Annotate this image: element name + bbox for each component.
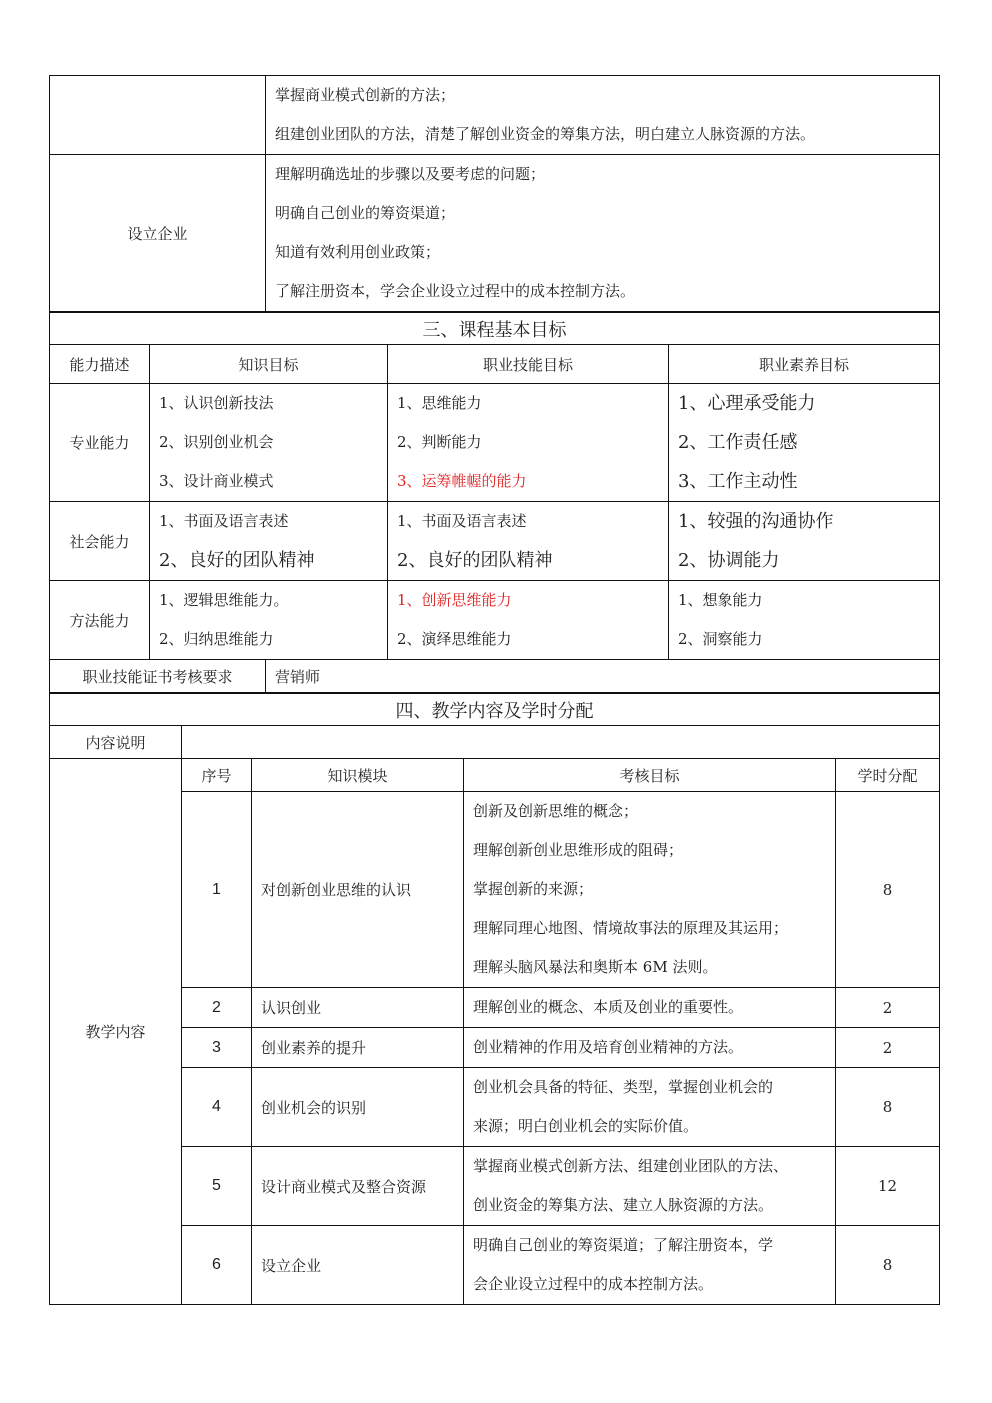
ability-label: 方法能力 [50, 581, 150, 660]
header-row [50, 345, 940, 384]
list-item: 1、逻辑思维能力。 [159, 591, 289, 609]
list-item: 理解创业的概念、本质及创业的重要性。 [473, 998, 744, 1016]
table-row [50, 384, 940, 502]
row-module: 对创新创业思维的认识 [252, 792, 464, 988]
list-item: 3、工作主动性 [678, 471, 798, 492]
header-knowledge: 知识目标 [150, 345, 388, 384]
ability-label: 社会能力 [50, 502, 150, 581]
objectives-table-top [49, 75, 940, 312]
list-item: 明确自己创业的筹资渠道；了解注册资本，学 [473, 1236, 774, 1254]
list-item-highlighted: 3、运筹帷幄的能力 [397, 472, 527, 490]
list-item: 2、归纳思维能力 [159, 630, 274, 648]
table-row [50, 1028, 940, 1068]
list-item: 来源；明白创业机会的实际价值。 [473, 1117, 699, 1135]
list-item: 2、工作责任感 [678, 432, 798, 453]
list-item: 2、判断能力 [397, 433, 482, 451]
table-row [50, 155, 940, 312]
row-hours: 8 [836, 1068, 940, 1147]
skill-cell [388, 384, 669, 502]
list-item: 3、设计商业模式 [159, 472, 274, 490]
table-row [50, 1226, 940, 1305]
row-goals [464, 792, 836, 988]
section3-table [49, 312, 940, 693]
content-desc-row [50, 726, 940, 759]
header-row [50, 759, 940, 792]
list-item: 会企业设立过程中的成本控制方法。 [473, 1275, 714, 1293]
row-module: 创业素养的提升 [252, 1028, 464, 1068]
row-goals [464, 1028, 836, 1068]
row-hours: 2 [836, 1028, 940, 1068]
table-row [50, 1147, 940, 1226]
row-no: 1 [182, 792, 252, 988]
header-module: 知识模块 [252, 759, 464, 792]
list-item: 1、较强的沟通协作 [678, 511, 834, 532]
cert-row [50, 660, 940, 693]
quality-cell [669, 502, 940, 581]
row-goals [464, 988, 836, 1028]
quality-cell [669, 384, 940, 502]
list-item: 理解头脑风暴法和奥斯本 6M 法则。 [473, 958, 718, 976]
list-item: 1、书面及语言表述 [159, 512, 289, 530]
header-ability: 能力描述 [50, 345, 150, 384]
list-item: 创新及创新思维的概念； [473, 802, 639, 820]
section4-title: 四、教学内容及学时分配 [50, 694, 940, 726]
list-item: 1、认识创新技法 [159, 394, 274, 412]
table-row [50, 76, 940, 155]
table-row [50, 581, 940, 660]
list-item: 2、协调能力 [678, 550, 780, 571]
row-hours: 12 [836, 1147, 940, 1226]
course-document [49, 75, 939, 1305]
list-item: 2、演绎思维能力 [397, 630, 512, 648]
list-item: 组建创业团队的方法，清楚了解创业资金的筹集方法，明白建立人脉资源的方法。 [275, 125, 816, 143]
row-hours: 8 [836, 792, 940, 988]
list-item: 理解同理心地图、情境故事法的原理及其运用； [473, 919, 789, 937]
row-module: 设立企业 [252, 1226, 464, 1305]
list-item-highlighted: 1、创新思维能力 [397, 591, 512, 609]
teaching-content-label: 教学内容 [50, 759, 182, 1305]
list-item: 知道有效利用创业政策； [275, 243, 441, 261]
list-item: 创业机会具备的特征、类型，掌握创业机会的 [473, 1078, 774, 1096]
row-module: 设计商业模式及整合资源 [252, 1147, 464, 1226]
list-item: 1、想象能力 [678, 591, 763, 609]
list-item: 理解创新创业思维形成的阻碍； [473, 841, 684, 859]
quality-cell [669, 581, 940, 660]
table-row [50, 792, 940, 988]
row-module: 创业机会的识别 [252, 1068, 464, 1147]
header-hours: 学时分配 [836, 759, 940, 792]
table-row [50, 988, 940, 1028]
list-item: 理解明确选址的步骤以及要考虑的问题； [275, 165, 546, 183]
cert-label: 职业技能证书考核要求 [50, 660, 266, 693]
row-goals [464, 1226, 836, 1305]
knowledge-cell [150, 581, 388, 660]
row-no: 3 [182, 1028, 252, 1068]
row-goals [464, 1147, 836, 1226]
list-item: 1、书面及语言表述 [397, 512, 527, 530]
row-no: 4 [182, 1068, 252, 1147]
knowledge-cell [150, 384, 388, 502]
row-no: 5 [182, 1147, 252, 1226]
table-row [50, 1068, 940, 1147]
list-item: 2、良好的团队精神 [159, 550, 315, 571]
header-skill: 职业技能目标 [388, 345, 669, 384]
list-item: 创业资金的筹集方法、建立人脉资源的方法。 [473, 1196, 774, 1214]
skill-cell [388, 502, 669, 581]
row-content [266, 76, 940, 155]
list-item: 2、良好的团队精神 [397, 550, 553, 571]
list-item: 明确自己创业的筹资渠道； [275, 204, 456, 222]
section4-table [49, 693, 940, 1305]
row-hours: 8 [836, 1226, 940, 1305]
header-quality: 职业素养目标 [669, 345, 940, 384]
list-item: 掌握创新的来源； [473, 880, 594, 898]
list-item: 2、识别创业机会 [159, 433, 274, 451]
content-desc-label: 内容说明 [50, 726, 182, 759]
row-no: 2 [182, 988, 252, 1028]
cert-value: 营销师 [266, 660, 940, 693]
row-hours: 2 [836, 988, 940, 1028]
list-item: 创业精神的作用及培育创业精神的方法。 [473, 1038, 744, 1056]
knowledge-cell [150, 502, 388, 581]
skill-cell [388, 581, 669, 660]
header-no: 序号 [182, 759, 252, 792]
row-no: 6 [182, 1226, 252, 1305]
row-goals [464, 1068, 836, 1147]
ability-label: 专业能力 [50, 384, 150, 502]
row-label [50, 76, 266, 155]
list-item: 掌握商业模式创新方法、组建创业团队的方法、 [473, 1157, 789, 1175]
list-item: 掌握商业模式创新的方法； [275, 86, 456, 104]
content-desc-value [182, 726, 940, 759]
table-row [50, 502, 940, 581]
list-item: 1、心理承受能力 [678, 393, 816, 414]
row-content [266, 155, 940, 312]
list-item: 了解注册资本，学会企业设立过程中的成本控制方法。 [275, 282, 636, 300]
list-item: 2、洞察能力 [678, 630, 763, 648]
row-label: 设立企业 [50, 155, 266, 312]
header-goal: 考核目标 [464, 759, 836, 792]
list-item: 1、思维能力 [397, 394, 482, 412]
section3-title: 三、课程基本目标 [50, 313, 940, 345]
row-module: 认识创业 [252, 988, 464, 1028]
